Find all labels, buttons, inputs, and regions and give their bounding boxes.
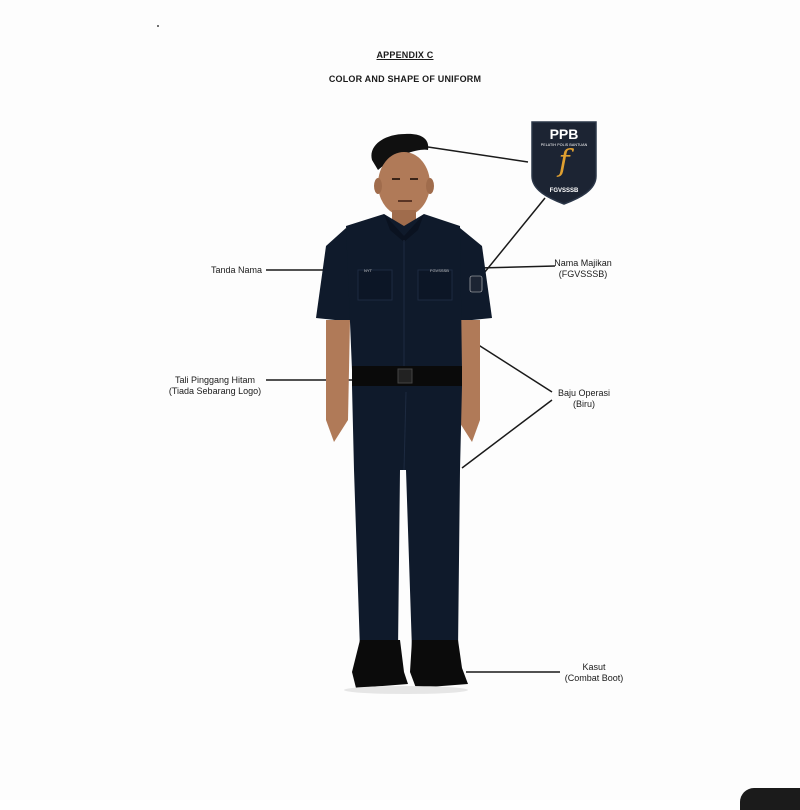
label-tali-pinggang-line2: (Tiada Sebarang Logo) <box>168 386 262 396</box>
employer-tag-text: FGVSSSB <box>430 268 449 273</box>
document-subtitle: COLOR AND SHAPE OF UNIFORM <box>328 74 482 84</box>
person-illustration <box>316 134 492 694</box>
label-tanda-nama-text: Tanda Nama <box>210 265 262 275</box>
label-nama-majikan-line1: Nama Majikan <box>554 258 612 268</box>
badge-monogram: f <box>558 144 570 179</box>
label-tanda-nama <box>211 265 262 276</box>
label-kasut-line1: Kasut <box>582 662 606 672</box>
label-baju-operasi <box>552 388 616 410</box>
name-tag-text: NYT <box>364 268 372 273</box>
leader-line-badge <box>428 147 528 162</box>
badge-org-code: FGVSSSB <box>549 188 579 194</box>
label-nama-majikan <box>548 258 618 280</box>
label-tali-pinggang <box>160 375 270 397</box>
label-kasut-line2: (Combat Boot) <box>564 673 624 683</box>
appendix-title: APPENDIX C <box>376 50 434 60</box>
page-corner-shadow <box>740 788 800 810</box>
label-baju-operasi-line1: Baju Operasi <box>557 388 611 398</box>
badge-full-name: PELATIH POLIS BANTUAN <box>540 143 588 147</box>
label-baju-operasi-line2: (Biru) <box>573 399 595 409</box>
label-nama-majikan-line2: (FGVSSSB) <box>558 269 608 279</box>
label-tali-pinggang-line1: Tali Pinggang Hitam <box>174 375 256 385</box>
label-kasut <box>554 662 634 684</box>
badge-acronym: PPB <box>549 126 579 142</box>
